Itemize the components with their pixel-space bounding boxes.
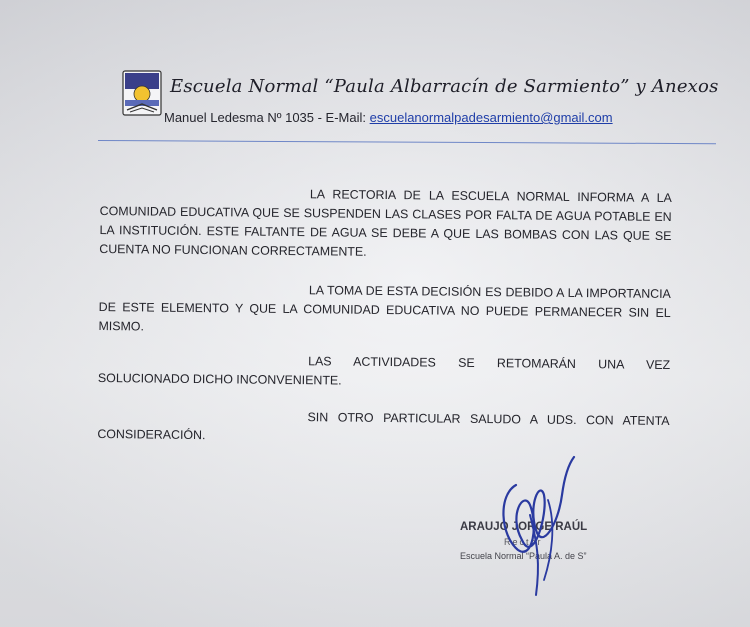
header-divider xyxy=(98,140,716,144)
signatory-school: Escuela Normal “Paula A. de S” xyxy=(460,551,587,561)
letter-body xyxy=(97,183,672,450)
paragraph-3: LAS ACTIVIDADES SE RETOMARÁN UNA VEZ SOLUCIONADO DICHO INCONVENIENTE. xyxy=(97,354,671,388)
signature-block xyxy=(458,455,618,605)
address-text: Manuel Ledesma Nº 1035 - E-Mail: xyxy=(164,110,370,125)
paragraph-1: LA RECTORIA DE LA ESCUELA NORMAL INFORMA A LA COMUNIDAD EDUCATIVA QUE SE SUSPENDEN LAS CLASES POR FALTA DE AGUA POTABLE EN LA INSTITUCIÓN. ESTE FALTANTE DE AGUA SE DEBE A QUE LAS BOMBAS CON LAS QUE SE CUENTA NO FUNCIONAN CORRECTAMENTE. xyxy=(99,187,672,259)
handwritten-signature-icon xyxy=(478,455,588,605)
school-name: Escuela Normal “Paula Albarracín de Sarmiento” y Anexos xyxy=(170,76,719,97)
address-line xyxy=(164,110,613,125)
school-logo-icon xyxy=(122,70,162,116)
signatory-name: ARAUJO JORGE RAÚL xyxy=(460,521,588,533)
paragraph-4: SIN OTRO PARTICULAR SALUDO A UDS. CON ATENTA CONSIDERACIÓN. xyxy=(97,410,670,443)
paragraph-2: LA TOMA DE ESTA DECISIÓN ES DEBIDO A LA IMPORTANCIA DE ESTE ELEMENTO Y QUE LA COMUNIDAD EDUCATIVA NO PUEDE PERMANECER SIN EL MISMO. xyxy=(98,283,671,334)
email-link[interactable]: escuelanormalpadesarmiento@gmail.com xyxy=(369,110,613,125)
signatory-title: Rector xyxy=(504,537,543,547)
